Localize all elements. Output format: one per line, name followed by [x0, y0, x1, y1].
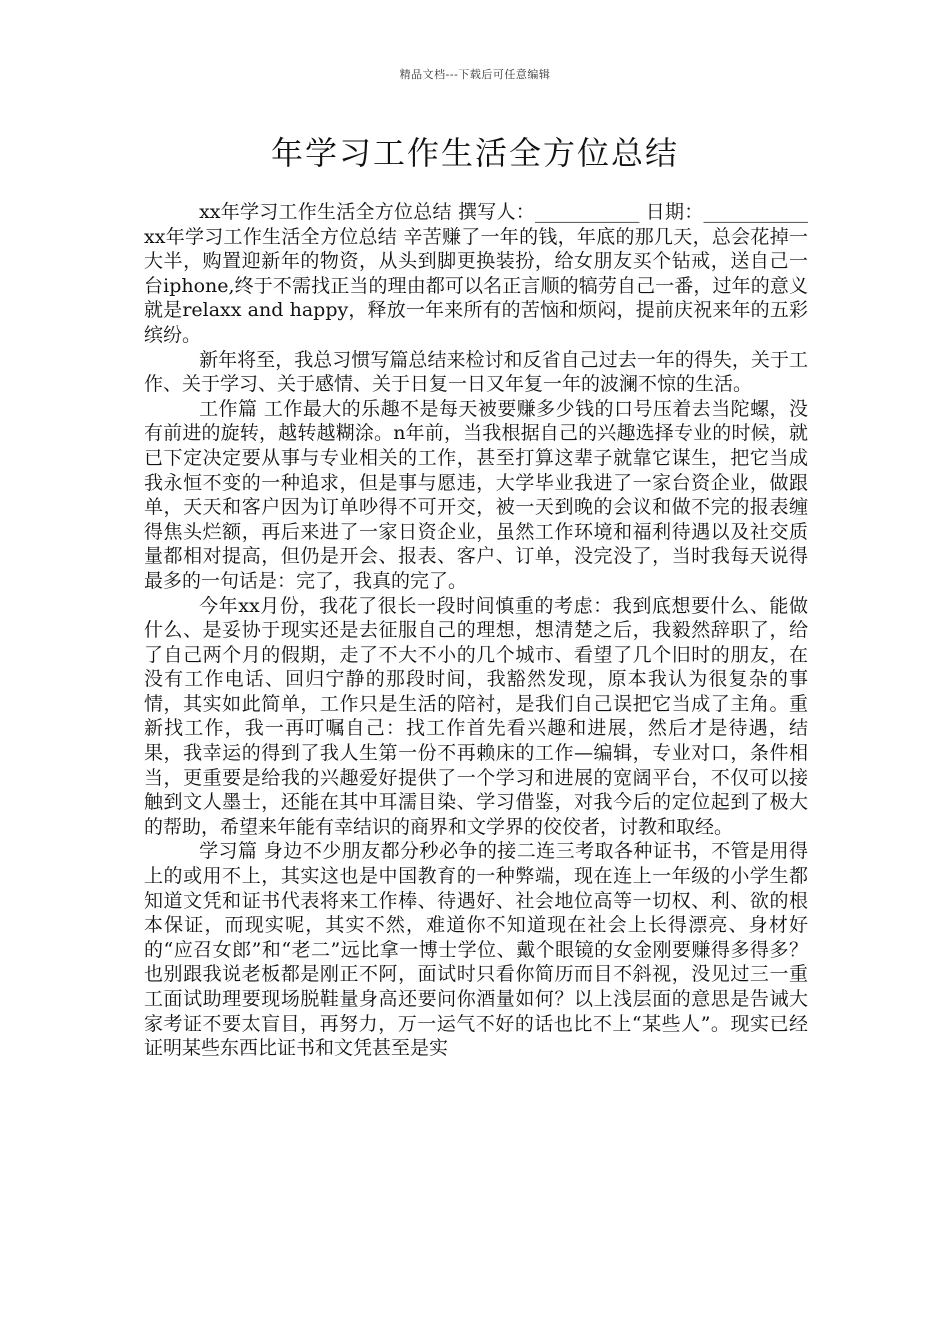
paragraph-job-change: 今年xx月份，我花了很长一段时间慎重的考虑：我到底想要什么、能做什么、是妥协于现实还是去征服自己的理想，想清楚之后，我毅然辞职了，给了自己两个月的假期，走了不大不小的几个城市、看望了几个旧时的朋友，在没有工作电话、回归宁静的那段时间，我豁然发现，原本我认为很复杂的事情，其实如此简单，工作只是生活的陪衬，是我们自己误把它当成了主角。重新找工作，我一再叮嘱自己：找工作首先看兴趣和进展，然后才是待遇，结果，我幸运的得到了我人生第一份不再赖床的工作—编辑，专业对口，条件相当，更重要是给我的兴趣爱好提供了一个学习和进展的宽阔平台，不仅可以接触到文人墨士，还能在其中耳濡目染、学习借鉴，对我今后的定位起到了极大的帮助，希望来年能有幸结识的商界和文学界的佼佼者，讨教和取经。 [144, 594, 808, 838]
paragraph-study: 学习篇 身边不少朋友都分秒必争的接二连三考取各种证书，不管是用得上的或用不上，其实这也是中国教育的一种弊端，现在连上一年级的小学生都知道文凭和证书代表将来工作棒、待遇好、社会地位高等一切权、利、欲的根本保证，而现实呢，其实不然，难道你不知道现在社会上长得漂亮、身材好的“应召女郎”和“老二”远比拿一博士学位、戴个眼镜的女金刚要赚得多得多？也别跟我说老板都是刚正不阿，面试时只看你简历而目不斜视，没见过三一重工面试助理要现场脱鞋量身高还要问你酒量如何？以上浅层面的意思是告诫大家考证不要太盲目，再努力，万一运气不好的话也比不上“某些人”。现实已经证明某些东西比证书和文凭甚至是实 [144, 840, 808, 1060]
page-header: 精品文档---下载后可任意编辑 [399, 68, 551, 81]
paragraph-work: 工作篇 工作最大的乐趣不是每天被要赚多少钱的口号压着去当陀螺，没有前进的旋转，越转越糊涂。n年前，当我根据自己的兴趣选择专业的时候，就已下定决定要从事与专业相关的工作，甚至打算这辈子就靠它谋生，把它当成我永恒不变的一种追求，但是事与愿违，大学毕业我进了一家台资企业，做跟单，天天和客户因为订单吵得不可开交，被一天到晚的会议和做不完的报表缠得焦头烂额，再后来进了一家日资企业，虽然工作环境和福利待遇以及社交质量都相对提高，但仍是开会、报表、客户、订单，没完没了，当时我每天说得最多的一句话是：完了，我真的完了。 [144, 397, 808, 592]
paragraph-intro: xx年学习工作生活全方位总结 撰写人：___________ 日期：___________ xx年学习工作生活全方位总结 辛苦赚了一年的钱，年底的那几天，总会花掉一大半，购置迎新年的物资，从头到脚更换装扮，给女朋友买个钻戒，送自己一台iphone,终于不需找正当的理由都可以名正言顺的犒劳自己一番，过年的意义就是relaxx and happy，释放一年来所有的苦恼和烦闷，提前庆祝来年的五彩缤纷。 [144, 201, 808, 346]
document-body [144, 200, 808, 1061]
document-title: 年学习工作生活全方位总结 [270, 134, 679, 172]
paragraph-new-year: 新年将至，我总习惯写篇总结来检讨和反省自己过去一年的得失，关于工作、关于学习、关于感情、关于日复一日又年复一年的波澜不惊的生活。 [144, 348, 808, 396]
